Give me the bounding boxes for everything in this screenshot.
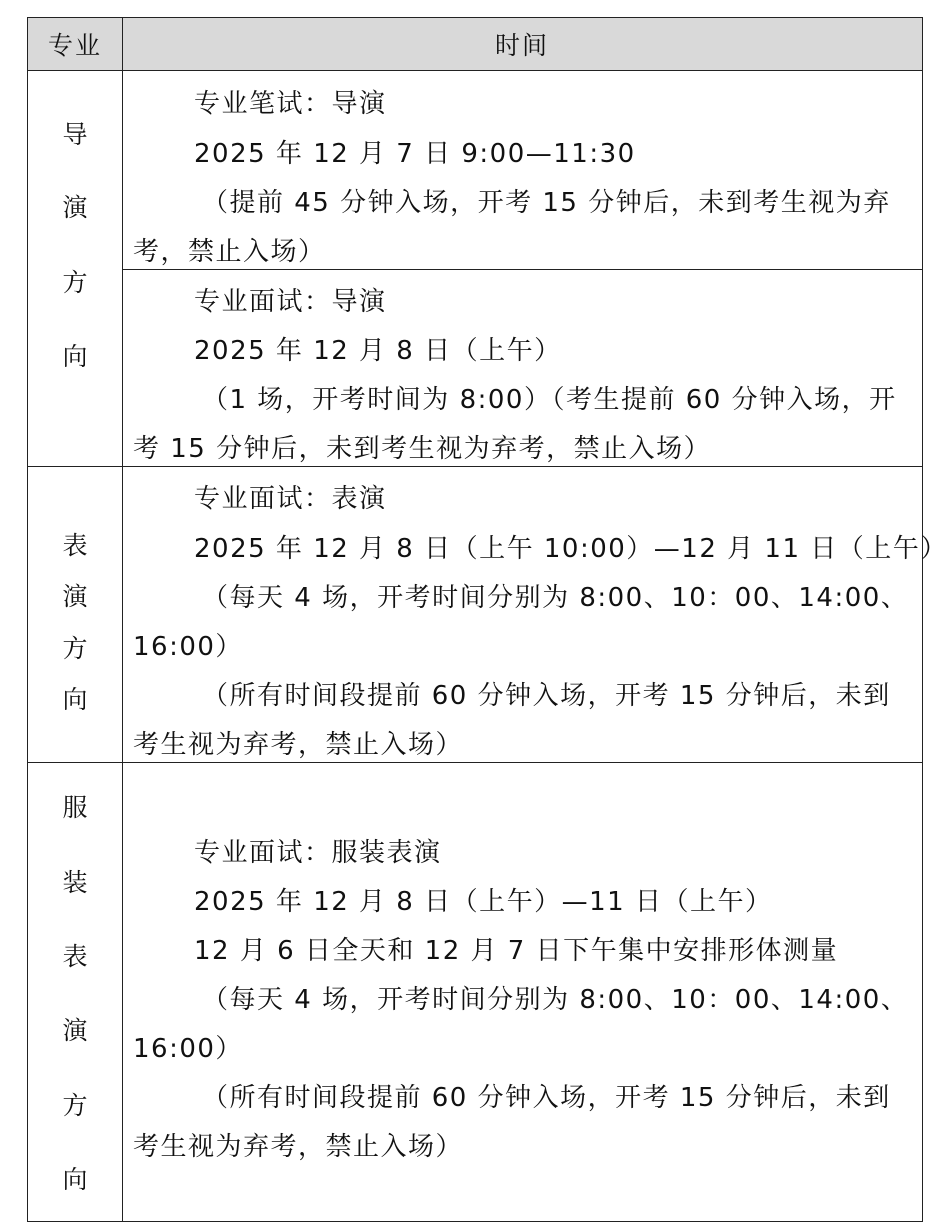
fashion-time-cell	[128, 18, 912, 1218]
major-char: 向	[62, 685, 88, 714]
column-divider	[122, 18, 123, 1221]
block-title: 专业面试：导演	[194, 287, 387, 317]
block-note: （所有时间段提前 60 分钟入场，开考 15 分钟后，未到	[202, 681, 891, 711]
block-title: 专业面试：服装表演	[194, 838, 442, 868]
block-note: （提前 45 分钟入场，开考 15 分钟后，未到考生视为弃	[202, 188, 891, 218]
header-time: 时间	[494, 31, 549, 60]
block-note: 考生视为弃考，禁止入场）	[133, 730, 464, 760]
block-date: 2025 年 12 月 8 日（上午）—11 日（上午）	[194, 887, 773, 917]
block-note: （1 场，开考时间为 8:00）（考生提前 60 分钟入场，开	[202, 385, 897, 415]
block-note: 考生视为弃考，禁止入场）	[133, 1132, 464, 1162]
block-note: （所有时间段提前 60 分钟入场，开考 15 分钟后，未到	[202, 1083, 891, 1113]
block-date: 2025 年 12 月 7 日 9:00—11:30	[194, 139, 636, 169]
schedule-table	[27, 17, 948, 1222]
major-char: 导	[62, 120, 88, 149]
block-note: 考 15 分钟后，未到考生视为弃考，禁止入场）	[133, 434, 712, 464]
block-title: 专业笔试：导演	[194, 89, 387, 119]
block-sessions: 16:00）	[133, 1034, 243, 1064]
block-date: 2025 年 12 月 8 日（上午）	[194, 336, 562, 366]
major-char: 表	[62, 531, 88, 560]
major-char: 表	[62, 942, 88, 971]
major-char: 演	[62, 1016, 88, 1045]
major-char: 向	[62, 1165, 88, 1194]
header-major: 专业	[47, 31, 102, 60]
block-sessions: （每天 4 场，开考时间分别为 8:00、10：00、14:00、	[202, 583, 909, 613]
block-sessions: （每天 4 场，开考时间分别为 8:00、10：00、14:00、	[202, 985, 909, 1015]
block-title: 专业面试：表演	[194, 484, 387, 514]
major-char: 服	[62, 793, 88, 822]
major-char: 向	[62, 342, 88, 371]
block-sessions: 16:00）	[133, 632, 243, 662]
block-measure: 12 月 6 日全天和 12 月 7 日下午集中安排形体测量	[194, 936, 839, 966]
major-char: 方	[62, 268, 88, 297]
major-char: 装	[62, 868, 88, 897]
major-char: 演	[62, 193, 88, 222]
block-note: 考，禁止入场）	[133, 237, 326, 267]
block-date: 2025 年 12 月 8 日（上午 10:00）—12 月 11 日（上午）	[194, 534, 948, 564]
major-char: 演	[62, 582, 88, 611]
major-char: 方	[62, 634, 88, 663]
major-char: 方	[62, 1091, 88, 1120]
